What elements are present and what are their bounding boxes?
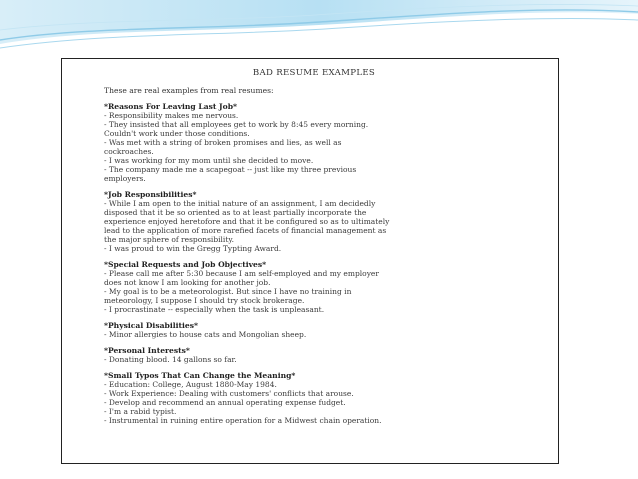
resume-section [104, 321, 524, 339]
section-line: cockroaches. [104, 147, 154, 156]
section-line: employers. [104, 174, 146, 183]
section-line: disposed that it be so oriented as to at least partially incorporate the [104, 208, 367, 217]
section-line: - Work Experience: Dealing with customers' conflicts that arouse. [104, 389, 354, 398]
resume-section [104, 371, 524, 425]
section-line: meteorology, I suppose I should try stock brokerage. [104, 296, 305, 305]
section-line: - My goal is to be a meteorologist. But since I have no training in [104, 287, 352, 296]
section-line: - Minor allergies to house cats and Mongolian sheep. [104, 330, 307, 339]
section-heading: *Reasons For Leaving Last Job* [104, 102, 237, 111]
section-heading: *Personal Interests* [104, 346, 190, 355]
section-line: experience enjoyed heretofore and that it be configured so as to ultimately [104, 217, 390, 226]
section-line: - I was proud to win the Gregg Typting Award. [104, 244, 282, 253]
section-line: does not know I am looking for another job. [104, 278, 271, 287]
section-line: the major sphere of responsibility. [104, 235, 234, 244]
section-line: - They insisted that all employees get to work by 8:45 every morning. [104, 120, 369, 129]
resume-section [104, 102, 524, 183]
section-heading: *Small Typos That Can Change the Meaning* [104, 371, 296, 380]
section-line: - Was met with a string of broken promises and lies, as well as [104, 138, 342, 147]
resume-section [104, 260, 524, 314]
section-line: - Donating blood. 14 gallons so far. [104, 355, 237, 364]
section-line: - The company made me a scapegoat -- just like my three previous [104, 165, 357, 174]
section-line: - I was working for my mom until she decided to move. [104, 156, 314, 165]
section-heading: *Job Responsibilities* [104, 190, 197, 199]
section-line: lead to the application of more rarefied facets of financial management as [104, 226, 387, 235]
resume-section [104, 346, 524, 364]
section-line: - Education: College, August 1880-May 1984. [104, 380, 277, 389]
section-heading: *Special Requests and Job Objectives* [104, 260, 267, 269]
resume-document [104, 65, 524, 432]
resume-image-frame [61, 58, 559, 464]
section-heading: *Physical Disabilities* [104, 321, 198, 330]
resume-section [104, 190, 524, 253]
section-line: - While I am open to the initial nature of an assignment, I am decidedly [104, 199, 376, 208]
section-line: - Responsibility makes me nervous. [104, 111, 239, 120]
section-line: - I procrastinate -- especially when the task is unpleasant. [104, 305, 325, 314]
section-line: - Please call me after 5:30 because I am self-employed and my employer [104, 269, 379, 278]
section-line: - Develop and recommend an annual operating expense fudget. [104, 398, 346, 407]
section-line: - Instrumental in ruining entire operation for a Midwest chain operation. [104, 416, 382, 425]
decorative-header-swoosh [0, 0, 638, 60]
section-line: - I'm a rabid typist. [104, 407, 177, 416]
document-intro: These are real examples from real resumes: [104, 86, 274, 95]
sections-container [104, 102, 524, 425]
document-title: BAD RESUME EXAMPLES [252, 68, 376, 78]
section-line: Couldn't work under those conditions. [104, 129, 250, 138]
